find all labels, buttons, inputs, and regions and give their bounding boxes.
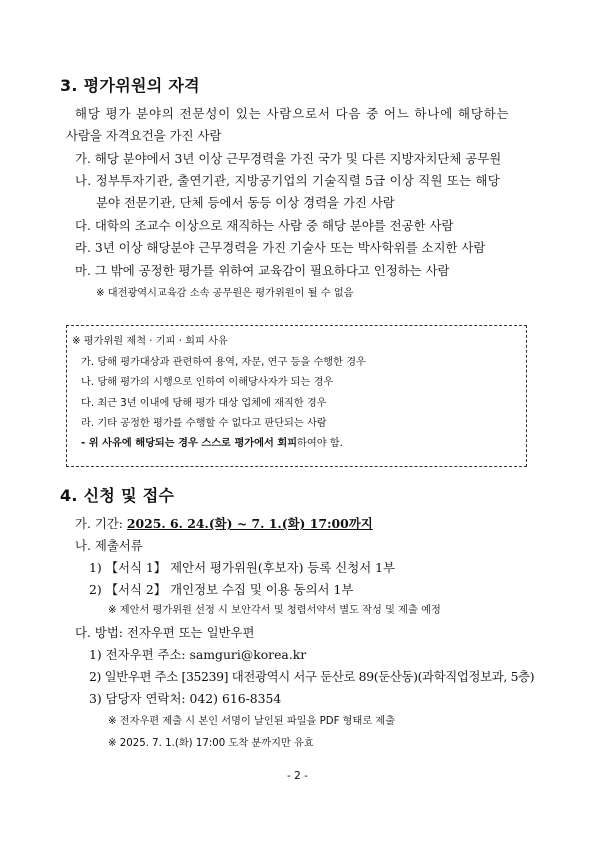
qualification-item: 마. 그 밖에 공정한 평가를 위하여 교육감이 필요하다고 인정하는 사람 bbox=[75, 263, 450, 278]
method-note: ※ 2025. 7. 1.(화) 17:00 도착 분까지만 유효 bbox=[108, 738, 314, 749]
qualification-item: 나. 정부투자기관, 출연기관, 지방공기업의 기술직렬 5급 이상 직원 또는 해당 bbox=[75, 173, 500, 188]
exclusion-conclusion bbox=[81, 437, 343, 451]
documents-label: 나. 제출서류 bbox=[75, 538, 143, 553]
section-3-intro-line-1: 해당 평가 분야의 전문성이 있는 사람으로서 다음 중 어느 하나에 해당하는 bbox=[75, 106, 510, 121]
method-contact: 3) 담당자 연락처: 042) 616-8354 bbox=[89, 691, 282, 706]
documents-note: ※ 제안서 평가위원 선정 시 보안각서 및 청렴서약서 별도 작성 및 제출 예정 bbox=[108, 605, 441, 616]
document-item: 1) 【서식 1】 제안서 평가위원(후보자) 등록 신청서 1부 bbox=[89, 560, 395, 575]
qualification-item: 가. 해당 분야에서 3년 이상 근무경력을 가진 국가 및 다른 지방자치단체 공무원 bbox=[75, 151, 502, 166]
exclusion-item: 가. 당해 평가대상과 관련하여 용역, 자문, 연구 등을 수행한 경우 bbox=[81, 357, 366, 368]
exclusion-box-title: ※ 평가위원 제척 · 기피 · 회피 사유 bbox=[72, 336, 228, 347]
period-label: 가. 기간: bbox=[75, 516, 127, 531]
exclusion-conclusion-bold: - 위 사유에 해당되는 경우 스스로 평가에서 회피 bbox=[81, 438, 298, 449]
section-3-note: ※ 대전광역시교육감 소속 공무원은 평가위원이 될 수 없음 bbox=[96, 288, 354, 299]
exclusion-item: 나. 당해 평가의 시행으로 인하여 이해당사자가 되는 경우 bbox=[81, 377, 334, 388]
page-number: - 2 - bbox=[287, 770, 308, 782]
method-email: 1) 전자우편 주소: samguri@korea.kr bbox=[89, 647, 307, 662]
section-4-title: 4. 신청 및 접수 bbox=[60, 486, 175, 505]
section-3-intro-line-2: 사람을 자격요건을 가진 사람 bbox=[66, 128, 222, 143]
qualification-item: 다. 대학의 조교수 이상으로 재직하는 사람 중 해당 분야를 전공한 사람 bbox=[75, 218, 454, 233]
method-post: 2) 일반우편 주소 [35239] 대전광역시 서구 둔산로 89(둔산동)(과학직업정보과, 5층) bbox=[89, 669, 535, 684]
exclusion-item: 라. 기타 공정한 평가를 수행할 수 없다고 판단되는 사람 bbox=[81, 418, 327, 429]
period-value: 2025. 6. 24.(화) ~ 7. 1.(화) 17:00까지 bbox=[126, 516, 373, 531]
document-item: 2) 【서식 2】 개인정보 수집 및 이용 동의서 1부 bbox=[89, 582, 354, 597]
method-note: ※ 전자우편 제출 시 본인 서명이 날인된 파일을 PDF 형태로 제출 bbox=[108, 716, 396, 727]
application-period bbox=[75, 516, 373, 532]
qualification-item: 라. 3년 이상 해당분야 근무경력을 가진 기술사 또는 박사학위를 소지한 사람 bbox=[75, 240, 486, 255]
exclusion-item: 다. 최근 3년 이내에 당해 평가 대상 업체에 재직한 경우 bbox=[81, 398, 327, 409]
qualification-item-continued: 분야 전문기관, 단체 등에서 동등 이상 경력을 가진 사람 bbox=[96, 195, 395, 210]
method-label: 다. 방법: 전자우편 또는 일반우편 bbox=[75, 625, 255, 640]
section-3-title: 3. 평가위원의 자격 bbox=[60, 76, 200, 95]
exclusion-conclusion-rest: 하여야 함. bbox=[297, 438, 343, 449]
